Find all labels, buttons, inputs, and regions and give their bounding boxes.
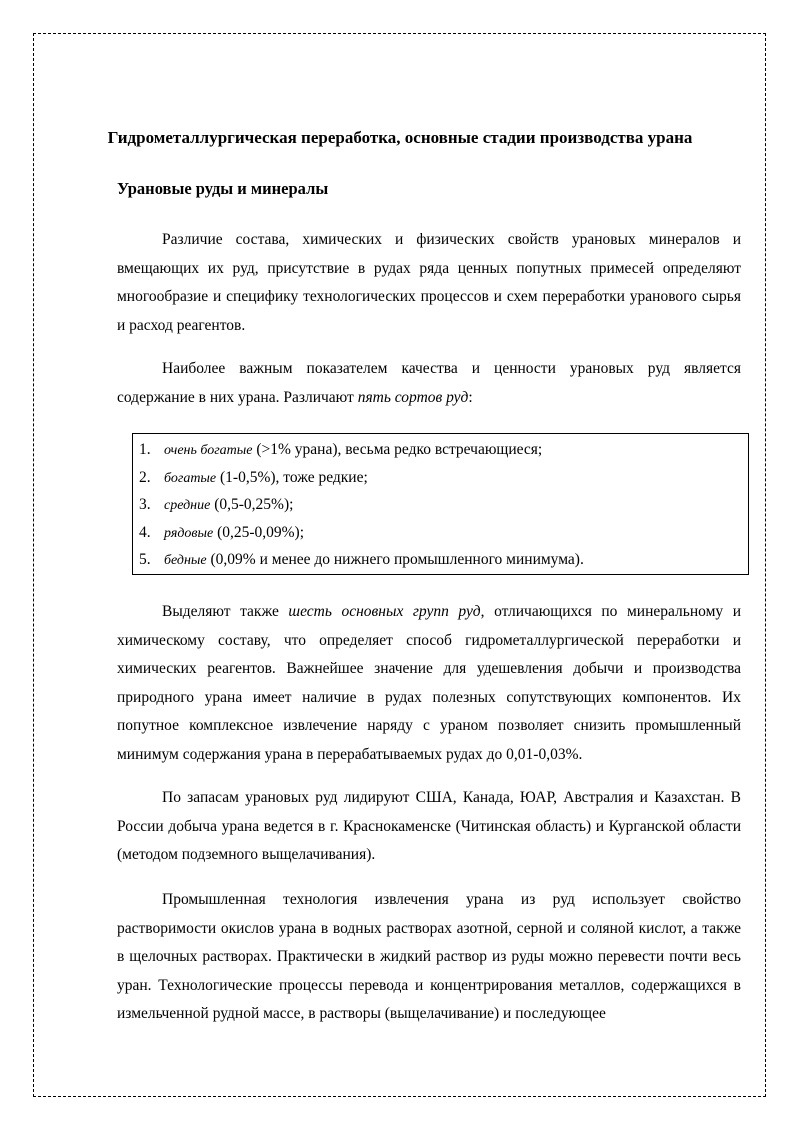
section-heading: Урановые руды и минералы [117,179,329,198]
list-item [133,491,748,519]
paragraph-ore-quality [117,355,741,412]
sort-description: (>1% урана), весьма редко встречающиеся; [252,441,543,458]
emphasis-text: пять сортов руд [357,388,469,406]
ore-sorts-list [132,433,749,575]
sort-description: (1-0,5%), тоже редкие; [216,468,368,486]
paragraph-text: Наиболее важным показателем качества и ценности урановых руд является содержание в них урана. Различают [117,360,741,406]
list-item [133,519,748,547]
list-number: 5. [139,551,151,568]
sort-description: (0,25-0,09%); [213,523,305,541]
emphasis-text: шесть основных групп руд [288,603,481,620]
list-number: 1. [139,441,151,458]
paragraph-text: Выделяют также [162,603,289,620]
sort-term: бедные [164,553,207,568]
sort-description: (0,5-0,25%); [210,496,294,513]
paragraph-text: , отличающихся по минеральному и химическому составу, что определяет способ гидрометаллургической переработки и химических реагентов. Важнейшее значение для удешевления добычи и производства природного урана имеет наличие в рудах полезных сопутствующих компонентов. Их попутное комплексное извлечение наряду с ураном позволяет снизить промышленный минимум содержания урана в перерабатываемых рудах до 0,01-0,03%. [117,603,741,763]
list-item [133,464,748,492]
sort-term: рядовые [164,525,214,541]
list-number: 4. [139,523,151,541]
list-number: 2. [139,468,151,486]
paragraph-ore-groups [117,598,741,769]
sort-description: (0,09% и менее до нижнего промышленного минимума). [206,551,584,568]
list-item [133,436,748,464]
list-number: 3. [139,496,151,513]
sort-term: богатые [164,470,217,486]
sort-term: очень богатые [164,443,253,458]
paragraph-technology: Промышленная технология извлечения урана из руд использует свойство растворимости окислов урана в водных растворах азотной, серной и соляной кислот, а также в щелочных растворах. Практически в жидкий раствор из руды можно перевести почти весь уран. Технологические процессы перевода и концентрирования металлов, содержащихся в измельченной рудной массе, в растворы (выщелачивание) и последующее [117,891,741,1022]
paragraph-text: : [468,388,473,406]
sort-term: средние [164,498,211,513]
document-title: Гидрометаллургическая переработка, основные стадии производства урана [107,128,693,147]
paragraph-ore-composition: Различие состава, химических и физических свойств урановых минералов и вмещающих их руд, присутствие в рудах ряда ценных попутных примесей определяют многообразие и специфику технологических процессов и схем переработки уранового сырья и расход реагентов. [117,231,741,334]
paragraph-reserves: По запасам урановых руд лидируют США, Канада, ЮАР, Австралия и Казахстан. В России добыча урана ведется в г. Краснокаменске (Читинская область) и Курганской области (методом подземного выщелачивания). [117,789,741,863]
list-item [133,546,748,574]
